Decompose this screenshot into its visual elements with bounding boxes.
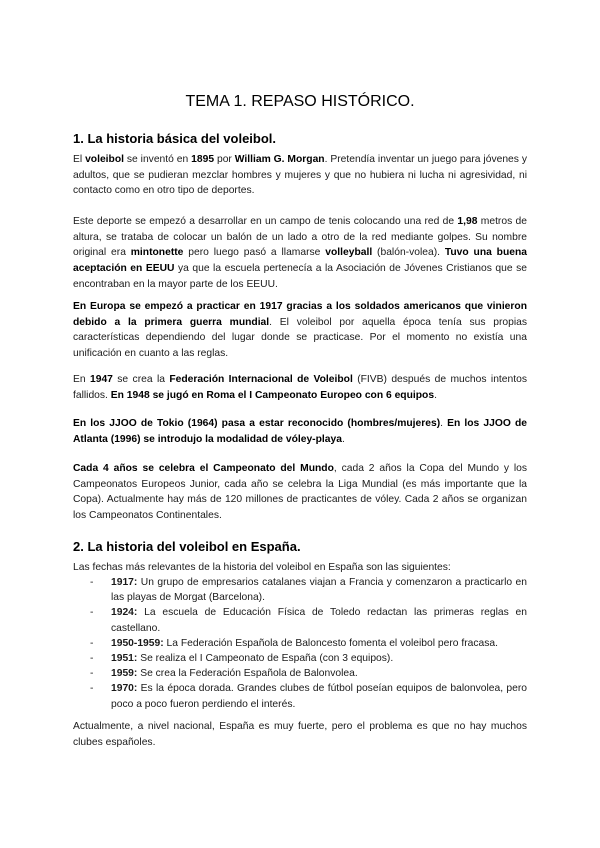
list-item: - 1959: Se crea la Federación Española de Balonvolea. bbox=[90, 668, 358, 680]
paragraph-development: Este deporte se empezó a desarrollar en un campo de tenis colocando una red de 1,98 metros de altura, se trataba de colocar un balón de un lado a otro de la red mediante golpes. Su nombre original era mintonette pero luego pasó a llamarse volleyball (balón-volea). Tuvo una buena aceptación en EEUU ya que la escuela pertenecía a la Asociación de Jóvenes Cristianos que se encontraban en la mayor parte de los EEUU. bbox=[73, 216, 528, 290]
section-1-heading: 1. La historia básica del voleibol. bbox=[73, 131, 277, 146]
list-item: - 1924: La escuela de Educación Física de Toledo redactan las primeras reglas en castellano. bbox=[90, 607, 527, 634]
paragraph-closing: Actualmente, a nivel nacional, España es muy fuerte, pero el problema es que no hay muchos clubes españoles. bbox=[73, 721, 527, 748]
paragraph-fivb: En 1947 se crea la Federación Internacional de Voleibol (FIVB) después de muchos intentos fallidos. En 1948 se jugó en Roma el I Campeonato Europeo con 6 equipos. bbox=[73, 374, 527, 401]
section-2-heading: 2. La historia del voleibol en España. bbox=[73, 539, 301, 554]
spain-timeline-list bbox=[73, 575, 527, 712]
list-item: - 1970: Es la época dorada. Grandes clubes de fútbol poseían equipos de balonvolea, pero poco a poco fueron perdiendo el interés. bbox=[90, 683, 527, 710]
paragraph-europe: En Europa se empezó a practicar en 1917 gracias a los soldados americanos que vinieron debido a la primera guerra mundial. El voleibol por aquella época tenía sus propias características dependiendo del lugar donde se practicase. Por el momento no existía una unificación en cuanto a las reglas. bbox=[73, 301, 527, 360]
paragraph-spain-intro: Las fechas más relevantes de la historia del voleibol en España son las siguientes: bbox=[73, 562, 451, 573]
list-item: - 1951: Se realiza el I Campeonato de España (con 3 equipos). bbox=[90, 653, 394, 665]
paragraph-olympics: En los JJOO de Tokio (1964) pasa a estar reconocido (hombres/mujeres). En los JJOO de Atlanta (1996) se introdujo la modalidad de vóley-playa. bbox=[73, 418, 527, 445]
paragraph-championships: Cada 4 años se celebra el Campeonato del Mundo, cada 2 años la Copa del Mundo y los Campeonatos Europeos Junior, cada año se celebra la Liga Mundial (es más importante que la Copa). Actualmente hay más de 120 millones de practicantes de vóley. Cada 2 años se organizan los Campeonatos Continentales. bbox=[73, 463, 527, 522]
list-item: - 1950-1959: La Federación Española de Baloncesto fomenta el voleibol pero fracasa. bbox=[90, 637, 498, 649]
list-item: - 1917: Un grupo de empresarios catalanes viajan a Francia y comenzaron a practicarlo en las playas de Morgat (Barcelona). bbox=[90, 577, 527, 604]
paragraph-origin: El voleibol se inventó en 1895 por William G. Morgan. Pretendía inventar un juego para jóvenes y adultos, que se pudieran mezclar hombres y mujeres y que no hubiera ni lucha ni agresividad, ni contacto como en otro tipo de deportes. bbox=[73, 154, 527, 197]
page-title: TEMA 1. REPASO HISTÓRICO. bbox=[185, 93, 415, 110]
